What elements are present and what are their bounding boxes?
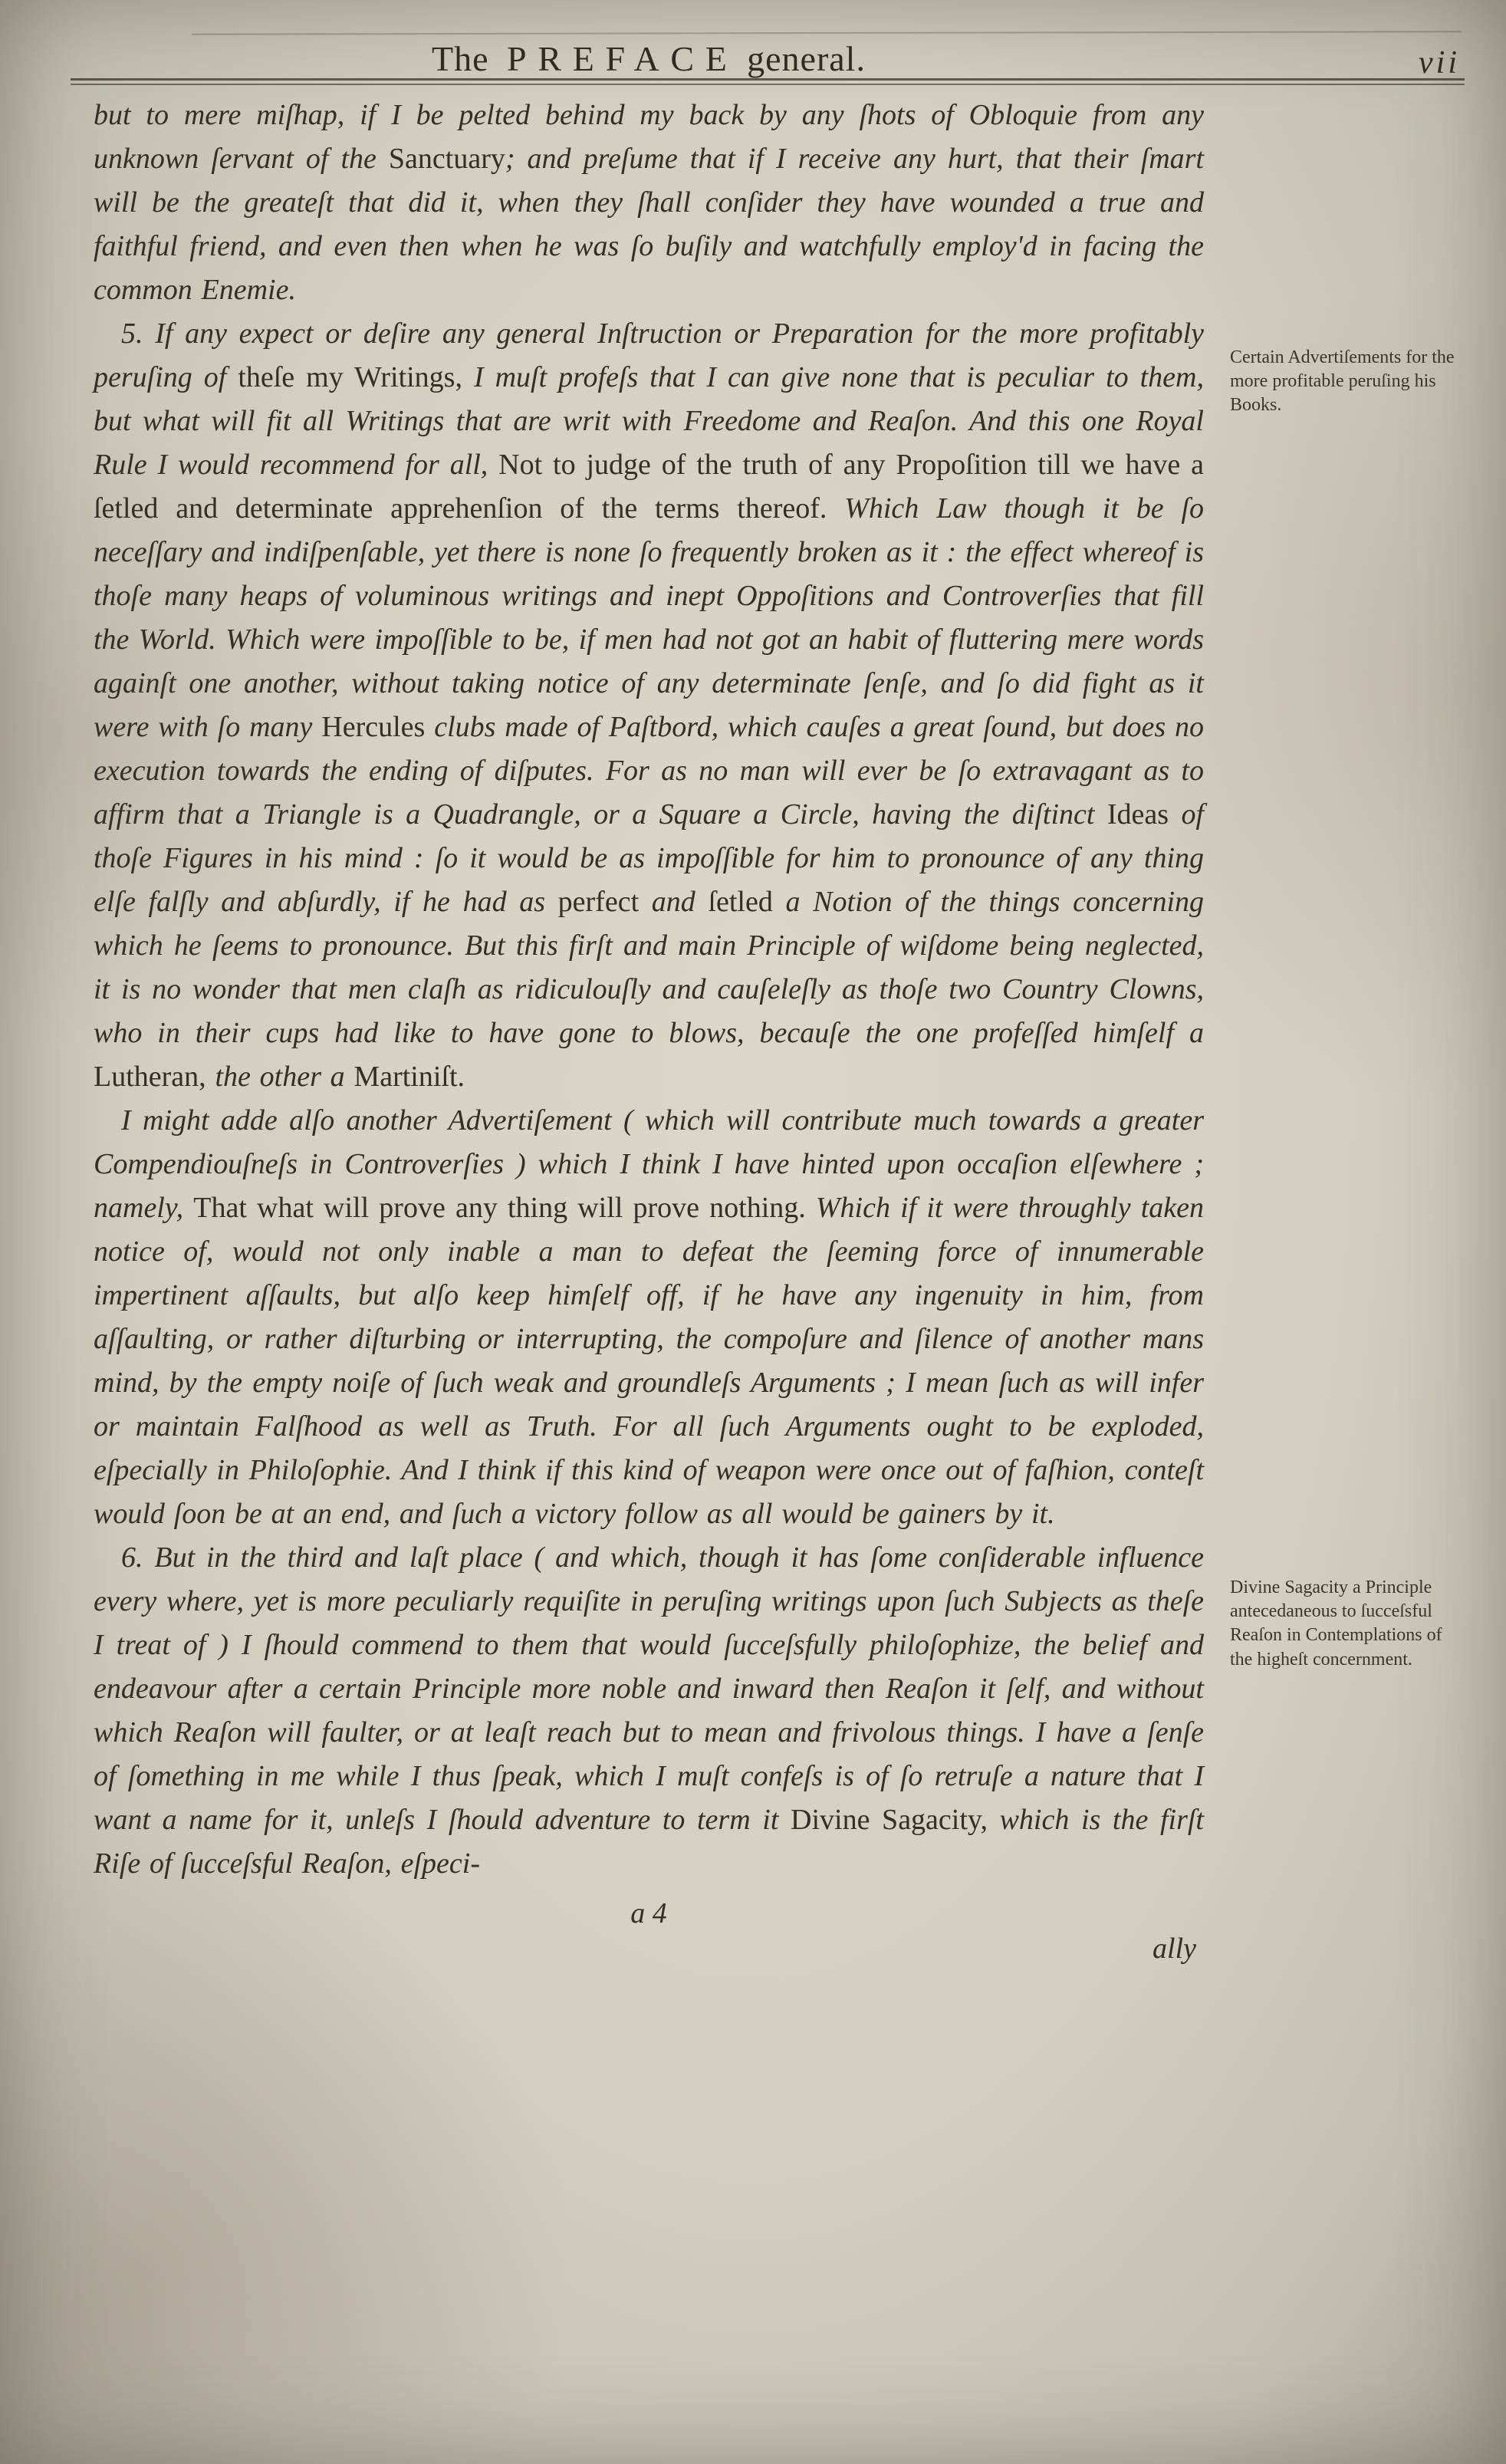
text-segment: 5. If any expect or deſire any general Inſtruction or Preparation for the more profitably peruſing of bbox=[94, 317, 1204, 393]
page-title-caps: PREFACE bbox=[507, 39, 738, 78]
text-segment: clubs made of Paſtbord, which cauſes a great ſound, but does no execution towards the ending of diſputes. For as no man will ever be ſo extravagant as to affirm that a Triangle is a Quadrangle, or a Square a Circle, having the diſtinct bbox=[94, 711, 1204, 831]
text-segment: Martiniſt. bbox=[353, 1061, 465, 1093]
margin-note: Certain Advertiſements for the more profitable peruſing his Books. bbox=[1230, 347, 1455, 416]
text-segment: of thoſe Figures in his mind : ſo it would be as impoſſible for him to pronounce of any thing elſe falſly and abſurdly, if he had as bbox=[94, 798, 1204, 918]
text-segment: 6. But in the third and laſt place ( and which, though it has ſome conſiderable influence every where, yet is more peculiarly requiſite in peruſing writings upon ſuch Subjects as theſe I treat of ) I ſhould commend to them that would ſucceſsfully philoſophize, the belief and endeavour after a certain Principle more noble and inward then Reaſon it ſelf, and without which Reaſon will faulter, or at leaſt reach but to mean and frivolous things. I have a ſenſe of ſomething in me while I thus ſpeak, which I muſt confeſs is of ſo retruſe a nature that I want a name for it, unleſs I ſhould adventure to term it bbox=[94, 1541, 1204, 1836]
text-segment: Hercules bbox=[321, 711, 435, 743]
margin-note: Divine Sagacity a Principle antecedaneous to ſucceſsful Reaſon in Contemplations of the higheſt concernment. bbox=[1230, 1577, 1442, 1670]
page-title-lead: The bbox=[432, 39, 489, 78]
text-segment: I might adde alſo another Advertiſement ( which will contribute much towards a greater Compendiouſneſs in Controverſies ) which I think I have hinted upon occaſion elſewhere ; namely, bbox=[94, 1104, 1204, 1224]
page-title-tail: general. bbox=[747, 39, 866, 78]
text-segment: Sanctuary bbox=[388, 143, 505, 175]
paragraph bbox=[94, 312, 1455, 1099]
paragraph bbox=[94, 1099, 1204, 1536]
text-segment: ſetled bbox=[708, 886, 786, 918]
text-segment: Which if it were throughly taken notice of, would not only inable a man to defeat the ſeeming force of innumerable impertinent aſſaults, but alſo keep himſelf off, if he have any ingenuity in him, from aſſaulting, or rather diſturbing or interrupting, the compoſure and ſilence of another mans mind, by the empty noiſe of ſuch weak and groundleſs Arguments ; I mean ſuch as will infer or maintain Falſhood as well as Truth. For all ſuch Arguments ought to be exploded, eſpecially in Philoſophie. And I think if this kind of weapon were once out of faſhion, conteſt would ſoon be at an end, and ſuch a victory follow as all would be gainers by it. bbox=[94, 1192, 1204, 1530]
text-segment: Divine Sagacity, bbox=[791, 1804, 1000, 1836]
text-segment: Not to judge of the truth of any Propoſition till we have a ſetled and determinate apprehenſion of the terms thereof. bbox=[94, 449, 1204, 525]
text-segment: theſe my Writings, bbox=[238, 361, 474, 393]
text-segment: a Notion of the things concerning which he ſeems to pronounce. But this firſt and main Principle of wiſdome being neglected, it is no wonder that men claſh as ridiculouſly and cauſeleſly as thoſe two Country Clowns, who in their cups had like to have gone to blows, becauſe the one profeſſed himſelf a bbox=[94, 886, 1205, 1049]
text-segment: which is the firſt Riſe of ſucceſsful Reaſon, eſpeci- bbox=[94, 1804, 1204, 1880]
page-header bbox=[94, 38, 1204, 79]
text-segment: ; and preſume that if I receive any hurt, that their ſmart will be the greateſt that did it, when they ſhall conſider they have wounded a true and faithful friend, and even then when he was ſo buſily and watchfully employ'd in facing the common Enemie. bbox=[94, 143, 1204, 306]
catchword: ally bbox=[1153, 1933, 1196, 1965]
text-segment: and bbox=[651, 886, 709, 918]
page-content bbox=[94, 94, 1455, 1966]
text-segment: Which Law though it be ſo neceſſary and indiſpenſable, yet there is none ſo frequently broken as it : the effect whereof is thoſe many heaps of voluminous writings and inept Oppoſitions and Controverſies that fill the World. Which were impoſſible to be, if men had not got an habit of fluttering mere words againſt one another, without taking notice of any determinate ſenſe, and ſo did fight as it were with ſo many bbox=[94, 492, 1204, 743]
text-segment: the other a bbox=[215, 1061, 354, 1093]
paragraph bbox=[94, 1536, 1442, 1886]
page-footer bbox=[94, 1897, 1204, 1966]
text-segment: perfect bbox=[557, 886, 652, 918]
text-segment: I muſt profeſs that I can give none that is peculiar to them, but what will fit all Writings that are writ with Freedome and Reaſon. And this one Royal Rule I would recommend for all, bbox=[94, 361, 1204, 481]
text-segment: Ideas bbox=[1106, 798, 1182, 831]
text-segment: Lutheran, bbox=[94, 1061, 215, 1093]
text-segment: but to mere miſhap, if I be pelted behind my back by any ſhots of Obloquie from any unknown ſervant of the bbox=[94, 99, 1204, 175]
signature-mark: a 4 bbox=[630, 1897, 667, 1929]
page-number: vii bbox=[1419, 45, 1460, 81]
header-double-rule bbox=[71, 78, 1465, 85]
text-segment: That what will prove any thing will prove nothing. bbox=[193, 1192, 816, 1224]
top-edge-rule bbox=[192, 31, 1462, 35]
text-block bbox=[94, 94, 1455, 1886]
paragraph bbox=[94, 94, 1204, 312]
